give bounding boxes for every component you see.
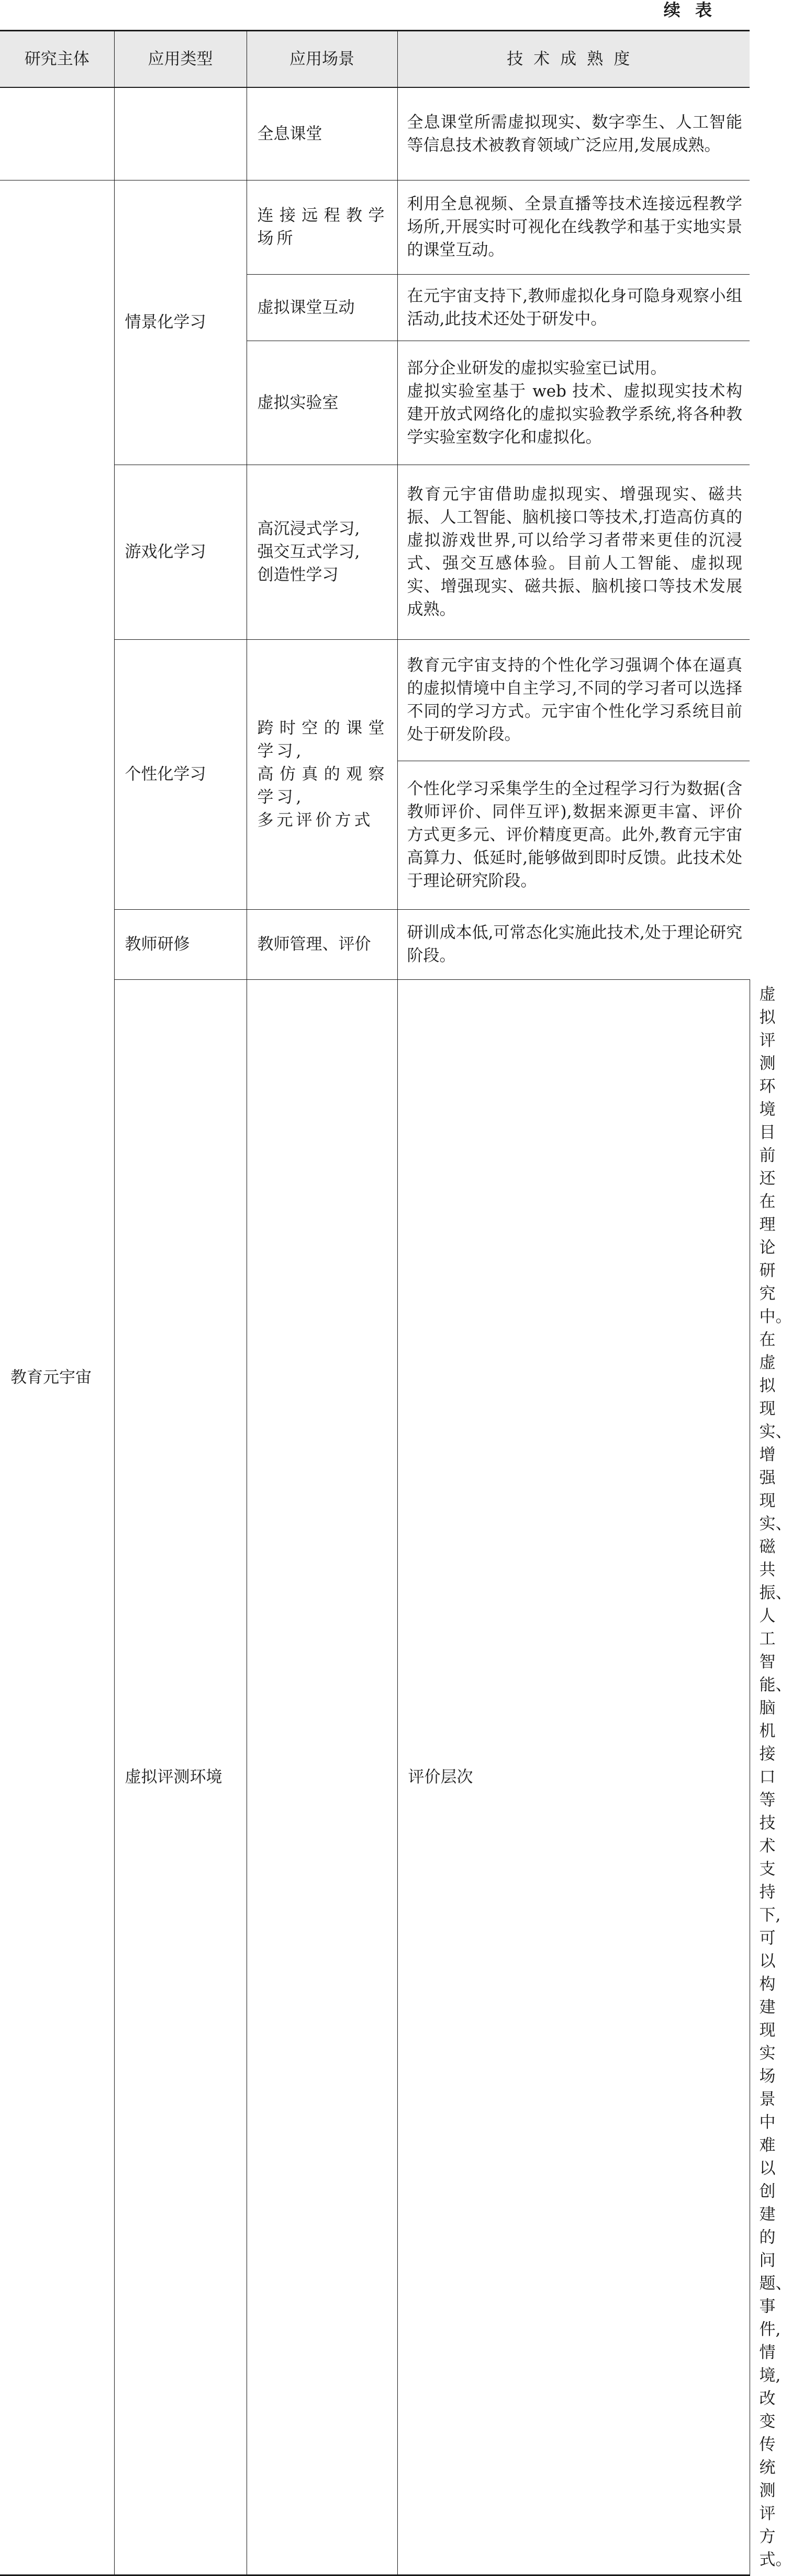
subject-cell [0,87,114,180]
scene-cell [247,180,397,274]
scene-cell [247,465,397,639]
scene-text: 连接远程教学场所 [257,206,388,248]
type-cell: 游戏化学习 [114,465,247,639]
subject-cell: 虚拟评测环境 [114,979,247,2575]
scene-cell: 评价层次 [397,979,750,2575]
table-header-row [0,31,750,88]
scene-text: 跨时空的课堂学习, 高仿真的观察学习, 多元评价方式 [257,719,388,830]
maturity-cell: 在元宇宙支持下,教师虚拟化身可隐身观察小组活动,此技术还处于研发中。 [397,274,750,341]
scene-cell: 虚拟课堂互动 [247,274,397,341]
table-row: 虚拟评测环境 评价层次 虚拟评测环境目前还在理论研究中。在虚拟现实、增强现实、磁共振、人工智能、脑机接口等技术支持下,可以构建现实场景中难以创建的问题、事件,情境,改变传统测评方式。 [0,979,750,2575]
header-application-scene: 应用场景 [247,31,397,88]
maturity-cell: 教育元宇宙借助虚拟现实、增强现实、磁共振、人工智能、脑机接口等技术,打造高仿真的虚拟游戏世界,可以给学习者带来更佳的沉浸式、强交互感体验。目前人工智能、虚拟现实、增强现实、磁共振、脑机接口等技术发展成熟。 [397,465,750,639]
maturity-cell: 个性化学习采集学生的全过程学习行为数据(含教师评价、同伴互评),数据来源更丰富、评价方式更多元、评价精度更高。此外,教育元宇宙高算力、低延时,能够做到即时反馈。此技术处于理论研究阶段。 [397,761,750,909]
type-cell [114,87,247,180]
maturity-cell [397,341,750,465]
scene-cell: 虚拟实验室 [247,341,397,465]
header-technology-maturity: 技术成熟度 [397,31,750,88]
continued-table-label: 续 表 [663,0,713,20]
subject-cell: 教育元宇宙 [0,180,114,2575]
maturity-cell: 教育元宇宙支持的个性化学习强调个体在逼真的虚拟情境中自主学习,不同的学习者可以选择不同的学习方式。元宇宙个性化学习系统目前处于研发阶段。 [397,639,750,761]
table-row [0,180,750,274]
scene-text: 高沉浸式学习, 强交互式学习, 创造性学习 [257,519,360,584]
type-cell [247,979,397,2575]
scene-cell [247,639,397,909]
table-row [0,87,750,180]
scene-cell: 教师管理、评价 [247,909,397,979]
scene-cell: 全息课堂 [247,87,397,180]
maturity-cell: 全息课堂所需虚拟现实、数字孪生、人工智能等信息技术被教育领域广泛应用,发展成熟。 [397,87,750,180]
maturity-text-line: 部分企业研发的虚拟实验室已试用。 虚拟实验室基于 web 技术、虚拟现实技术构建开放式网络化的虚拟实验教学系统,将各种教学实验室数字化和虚拟化。 [407,358,742,447]
type-cell: 教师研修 [114,909,247,979]
maturity-cell: 利用全息视频、全景直播等技术连接远程教学场所,开展实时可视化在线教学和基于实地实景的课堂互动。 [397,180,750,274]
technology-maturity-table [0,30,792,2576]
type-cell: 情景化学习 [114,180,247,465]
header-application-type: 应用类型 [114,31,247,88]
header-research-subject: 研究主体 [0,31,114,88]
maturity-cell: 研训成本低,可常态化实施此技术,处于理论研究阶段。 [397,909,750,979]
type-cell: 个性化学习 [114,639,247,909]
